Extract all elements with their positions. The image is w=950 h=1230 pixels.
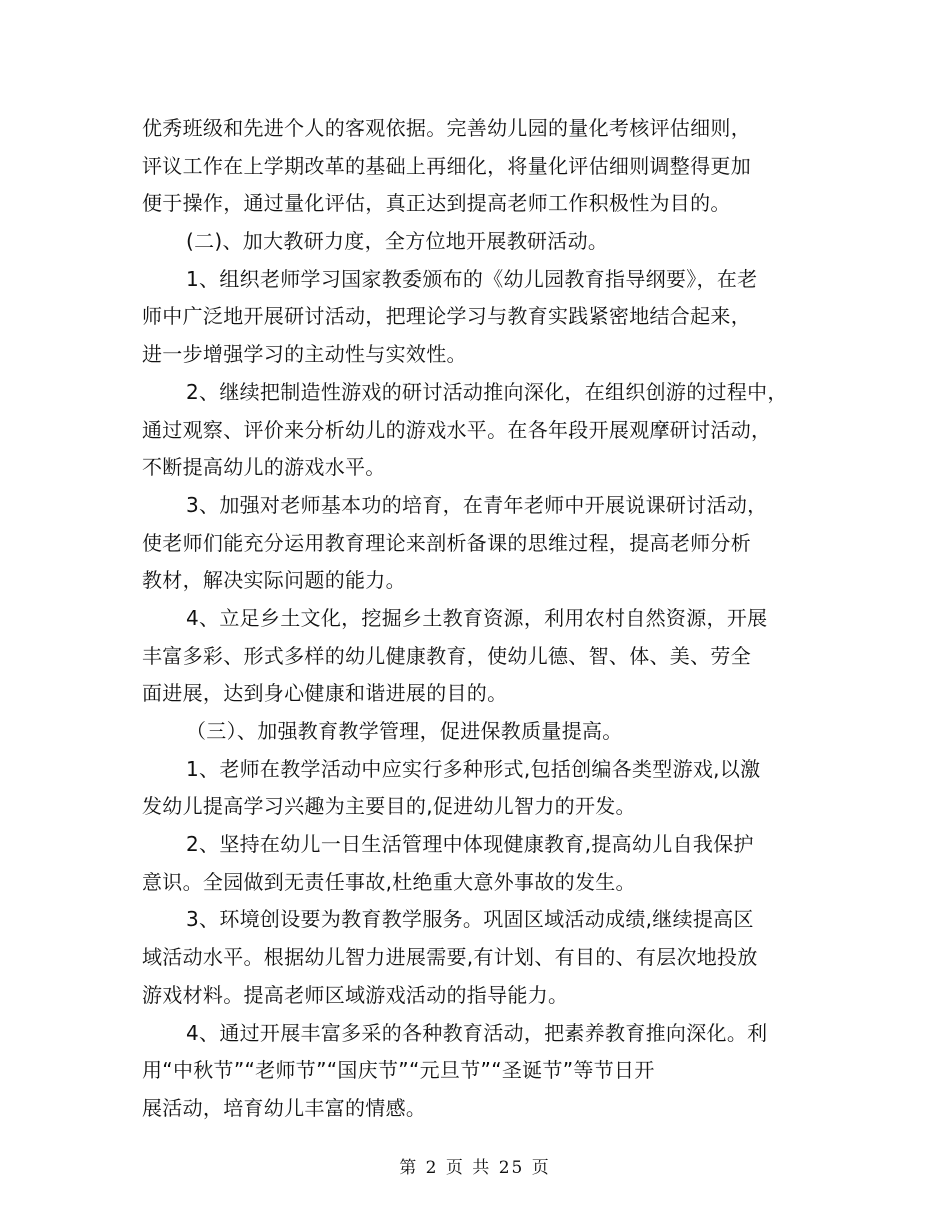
- text-line: 3、加强对老师基本功的培育，在青年老师中开展说课研讨活动，: [186, 492, 768, 517]
- text-line: 1、组织老师学习国家教委颁布的《幼儿园教育指导纲要》，在老: [186, 266, 758, 291]
- text-line: 发幼儿提高学习兴趣为主要目的,促进幼儿智力的开发。: [142, 794, 636, 819]
- text-line: 4、通过开展丰富多采的各种教育活动，把素养教育推向深化。利: [186, 1020, 768, 1045]
- page-footer: 第 2 页 共 25 页: [399, 1158, 551, 1178]
- text-line: (二)、加大教研力度，全方位地开展教研活动。: [186, 229, 609, 254]
- text-line: 丰富多彩、形式多样的幼儿健康教育，使幼儿德、智、体、美、劳全: [142, 643, 751, 668]
- text-line: 3、环境创设要为教育教学服务。巩固区域活动成绩,继续提高区: [186, 907, 754, 932]
- text-line: 2、继续把制造性游戏的研讨活动推向深化，在组织创游的过程中，: [186, 379, 788, 404]
- text-line: 不断提高幼儿的游戏水平。: [142, 455, 386, 480]
- text-line: 教材，解决实际问题的能力。: [142, 568, 406, 593]
- text-line: 意识。全园做到无责任事故,杜绝重大意外事故的发生。: [142, 869, 636, 894]
- text-line: 师中广泛地开展研讨活动，把理论学习与教育实践紧密地结合起来，: [142, 304, 751, 329]
- text-line: 面进展，达到身心健康和谐进展的目的。: [142, 681, 508, 706]
- text-line: 展活动，培育幼儿丰富的情感。: [142, 1095, 427, 1120]
- text-line: 通过观察、评价来分析幼儿的游戏水平。在各年段开展观摩研讨活动，: [142, 417, 772, 442]
- text-line: 1、老师在教学活动中应实行多种形式,包括创编各类型游戏,以激: [186, 756, 761, 781]
- text-line: 域活动水平。根据幼儿智力进展需要,有计划、有目的、有层次地投放: [142, 945, 758, 970]
- text-line: 进一步增强学习的主动性与实效性。: [142, 342, 467, 367]
- text-line: 使老师们能充分运用教育理论来剖析备课的思维过程，提高老师分析: [142, 530, 751, 555]
- text-line: （三）、加强教育教学管理，促进保教质量提高。: [186, 719, 623, 743]
- text-line: 2、坚持在幼儿一日生活管理中体现健康教育,提高幼儿自我保护: [186, 832, 754, 857]
- text-line: 评议工作在上学期改革的基础上再细化，将量化评估细则调整得更加: [142, 153, 751, 178]
- text-line: 游戏材料。提高老师区域游戏活动的指导能力。: [142, 982, 569, 1007]
- document-body: [142, 110, 822, 1128]
- text-line: 4、立足乡土文化，挖掘乡土教育资源，利用农村自然资源，开展: [186, 605, 768, 630]
- text-line: 用“中秋节”“老师节”“国庆节”“元旦节”“圣诞节”等节日开: [142, 1058, 655, 1083]
- text-line: 优秀班级和先进个人的客观依据。完善幼儿园的量化考核评估细则，: [142, 116, 751, 140]
- text-line: 便于操作，通过量化评估，真正达到提高老师工作积极性为目的。: [142, 191, 731, 216]
